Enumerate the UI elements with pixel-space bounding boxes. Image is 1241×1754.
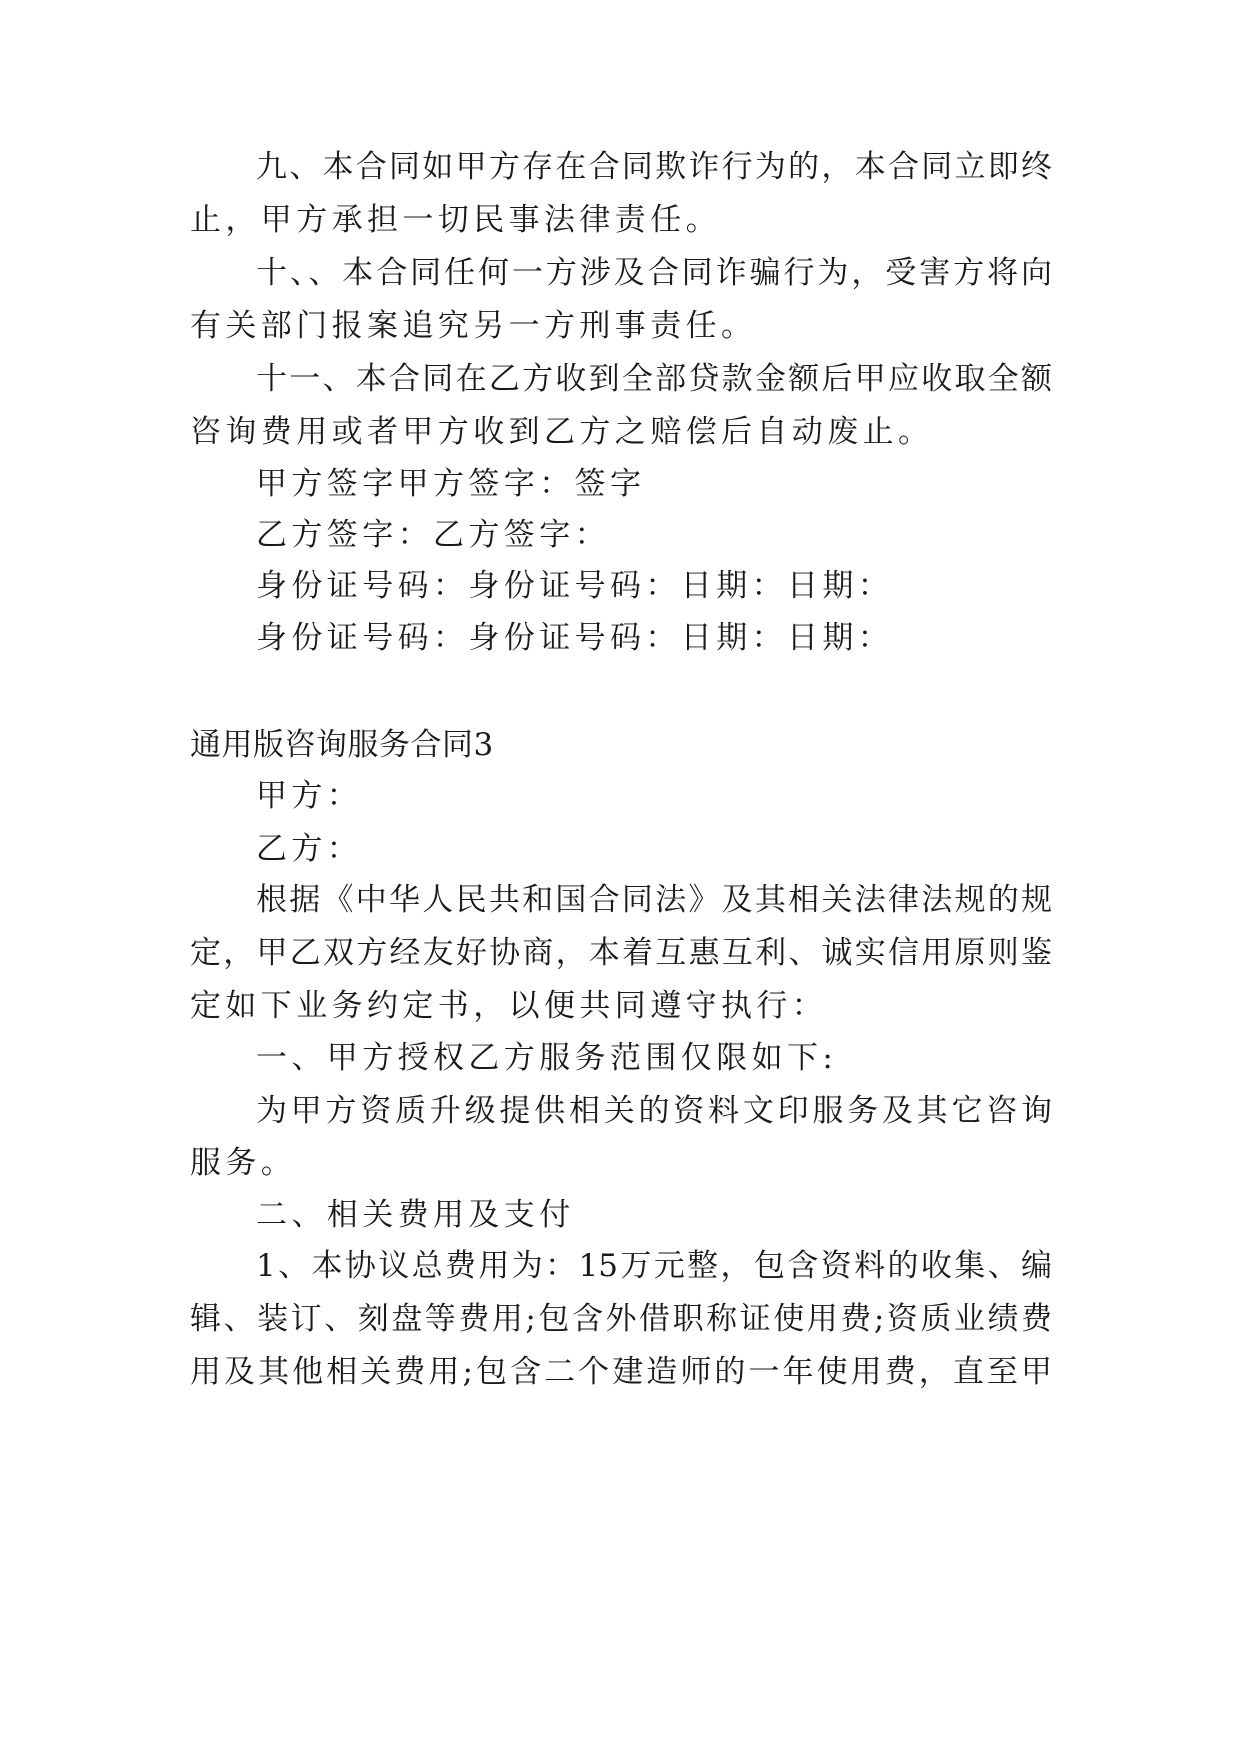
party-b-line: 乙方： bbox=[256, 831, 363, 867]
paragraph-line: 九、本合同如甲方存在合同欺诈行为的，本合同立即终 bbox=[256, 149, 1052, 185]
paragraph-line: 为甲方资质升级提供相关的资料文印服务及其它咨询 bbox=[256, 1093, 1052, 1129]
signature-line: 甲方签字甲方签字：签字 bbox=[256, 466, 646, 502]
clause-heading: 一、甲方授权乙方服务范围仅限如下: bbox=[256, 1040, 838, 1076]
paragraph-line: 有关部门报案追究另一方刑事责任。 bbox=[190, 308, 757, 344]
paragraph-line: 用及其他相关费用;包含二个建造师的一年使用费，直至甲 bbox=[190, 1354, 1052, 1390]
paragraph-line: 十一、本合同在乙方收到全部贷款金额后甲应收取全额 bbox=[256, 361, 1052, 397]
paragraph-line: 咨询费用或者甲方收到乙方之赔偿后自动废止。 bbox=[190, 414, 934, 450]
paragraph-line: 根据《中华人民共和国合同法》及其相关法律法规的规 bbox=[256, 882, 1052, 918]
id-date-line: 身份证号码：身份证号码：日期：日期： bbox=[256, 568, 894, 604]
paragraph-line: 1、本协议总费用为：15万元整，包含资料的收集、编 bbox=[256, 1248, 1052, 1284]
paragraph-line: 止，甲方承担一切民事法律责任。 bbox=[190, 202, 721, 238]
signature-line: 乙方签字：乙方签字： bbox=[256, 517, 610, 553]
paragraph-line: 定如下业务约定书，以便共同遵守执行： bbox=[190, 988, 828, 1024]
paragraph-line: 辑、装订、刻盘等费用;包含外借职称证使用费;资质业绩费 bbox=[190, 1301, 1052, 1337]
paragraph-line: 服务。 bbox=[190, 1145, 297, 1181]
id-date-line: 身份证号码：身份证号码：日期：日期： bbox=[256, 620, 894, 656]
party-a-line: 甲方： bbox=[256, 778, 363, 814]
clause-heading: 二、相关费用及支付 bbox=[256, 1197, 575, 1233]
section-title: 通用版咨询服务合同3 bbox=[190, 727, 494, 763]
paragraph-line: 定，甲乙双方经友好协商，本着互惠互利、诚实信用原则鉴 bbox=[190, 935, 1052, 971]
paragraph-line: 十、、本合同任何一方涉及合同诈骗行为，受害方将向 bbox=[256, 255, 1052, 291]
